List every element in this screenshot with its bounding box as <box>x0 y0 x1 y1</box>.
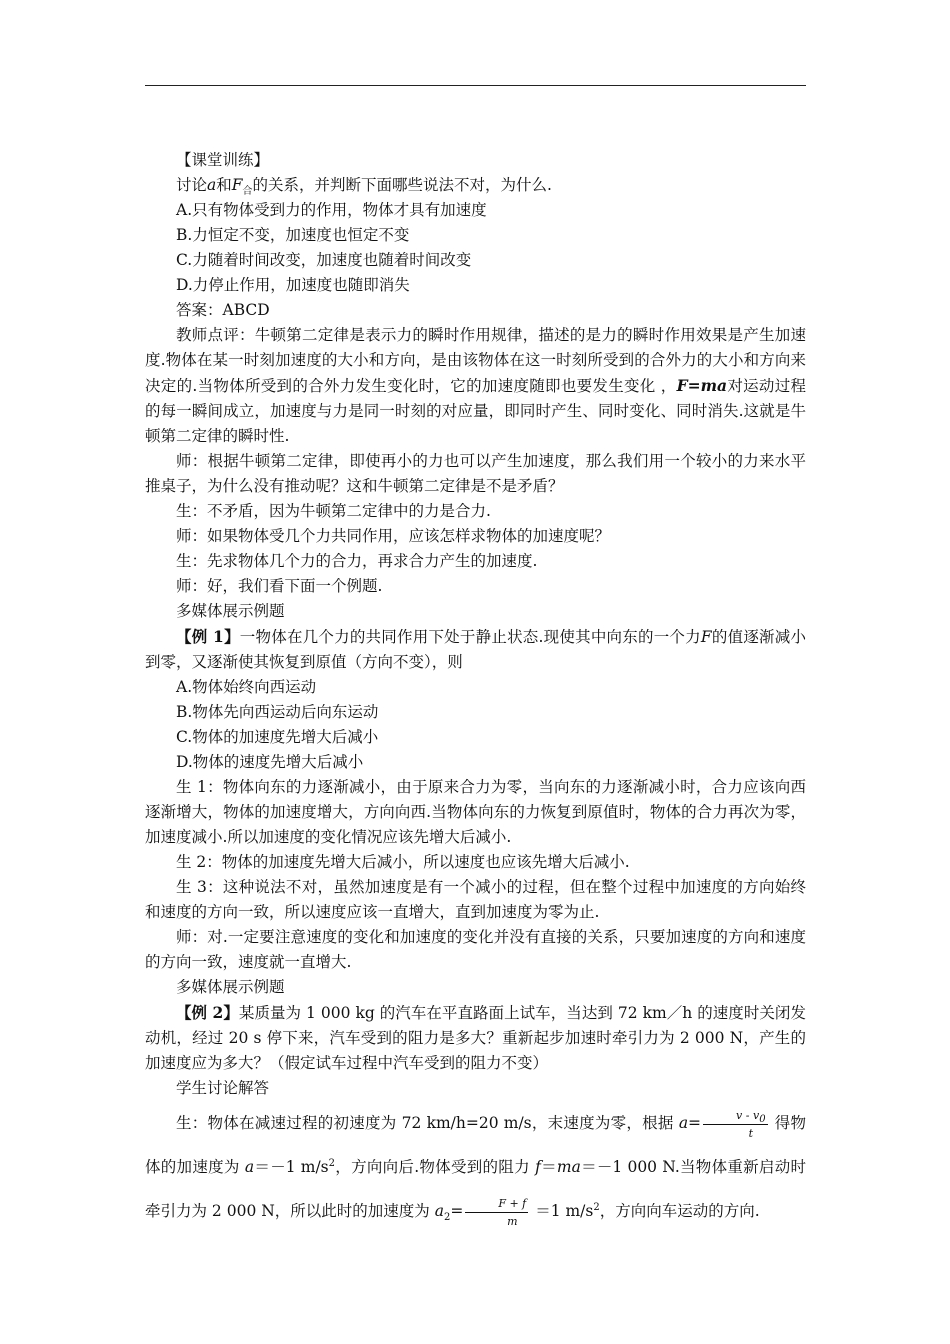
dialogue-line: 生：先求物体几个力的合力，再求合力产生的加速度. <box>176 552 538 570</box>
dialogue-line: 师：如果物体受几个力共同作用，应该怎样求物体的加速度呢？ <box>176 527 611 545</box>
example-2: 【例 2】某质量为 1 000 kg 的汽车在平直路面上试车，当达到 72 km／h 的速度时关闭发动机，经过 20 s 停下来，汽车受到的阻力是多大？重新起步加速时牵引力为 2 000 N，产生的加速度应为多大？（假定试车过程中汽车受到的阻力不变） <box>145 1003 806 1072</box>
example-1-option-c: C.物体的加速度先增大后减小 <box>176 728 379 746</box>
header-rule <box>145 85 806 86</box>
example-1-option-b: B.物体先向西运动后向东运动 <box>176 703 379 721</box>
dialogue-line: 生 1：物体向东的力逐渐减小，由于原来合力为零，当向东的力逐渐减小时，合力应该向西逐渐增大，物体的加速度增大，方向向西.当物体向东的力恢复到原值时，物体的合力再次为零，加速度减小.所以加速度的变化情况应该先增大后减小. <box>145 778 806 846</box>
solution: 生：物体在减速过程的初速度为 72 km/h=20 m/s，末速度为零，根据 a= $\frac{v - v_0}{t}$ 得物体的加速度为 a＝－1 $m/s^2$，方向向后.物体受到的阻力 f＝ma＝－1 000 N.当物体重新启动时牵引力为 2 000 N，所以此时的加速度为 $a_2=$ $\frac{F + f}{m}$ ＝1 $m/s^2$，方向向车运动的方向. <box>145 1108 806 1228</box>
dialogue-line: 师：根据牛顿第二定律，即使再小的力也可以产生加速度，那么我们用一个较小的力来水平推桌子，为什么没有推动呢？这和牛顿第二定律是不是矛盾？ <box>145 452 806 495</box>
example-1: 【例 1】一物体在几个力的共同作用下处于静止状态.现使其中向东的一个力F的值逐渐减小到零，又逐渐使其恢复到原值（方向不变），则 <box>145 627 806 671</box>
section-title: 【课堂训练】 <box>176 151 270 169</box>
document-body <box>145 148 806 1233</box>
question-option-b: B.力恒定不变，加速度也恒定不变 <box>176 226 410 244</box>
dialogue-line: 生：不矛盾，因为牛顿第二定律中的力是合力. <box>176 502 491 520</box>
discussion-label: 学生讨论解答 <box>176 1079 270 1097</box>
dialogue-line: 生 3：这种说法不对，虽然加速度是有一个减小的过程，但在整个过程中加速度的方向始终和速度的方向一致，所以速度应该一直增大，直到加速度为零为止. <box>145 878 806 921</box>
question-option-c: C.力随着时间改变，加速度也随着时间改变 <box>176 251 472 269</box>
teacher-comment: 教师点评：牛顿第二定律是表示力的瞬时作用规律，描述的是力的瞬时作用效果是产生加速度.物体在某一时刻加速度的大小和方向，是由该物体在这一时刻所受到的合外力的大小和方向来决定的.当物体所受到的合外力发生变化时，它的加速度随即也要发生变化 ，F=ma对运动过程的每一瞬间成立，加速度与力是同一时刻的对应量，即同时产生、同时变化、同时消失.这就是牛顿第二定律的瞬时性. <box>145 326 806 445</box>
dialogue-line: 师：好，我们看下面一个例题. <box>176 577 383 595</box>
dialogue-line: 师：对.一定要注意速度的变化和加速度的变化并没有直接的关系，只要加速度的方向和速度的方向一致，速度就一直增大. <box>145 928 806 971</box>
question-option-a: A.只有物体受到力的作用，物体才具有加速度 <box>176 201 487 219</box>
example-1-option-d: D.物体的速度先增大后减小 <box>176 753 364 771</box>
multimedia-label: 多媒体展示例题 <box>176 978 285 996</box>
answer: 答案：ABCD <box>176 301 270 319</box>
dialogue-line: 生 2：物体的加速度先增大后减小，所以速度也应该先增大后减小. <box>176 853 630 871</box>
multimedia-label: 多媒体展示例题 <box>176 602 285 620</box>
fraction-force: $\frac{F + f}{m}$ <box>465 1195 528 1230</box>
example-1-option-a: A.物体始终向西运动 <box>176 678 317 696</box>
question-option-d: D.力停止作用，加速度也随即消失 <box>176 276 410 294</box>
question-intro: 讨论a和$F_合$的关系，并判断下面哪些说法不对，为什么. <box>176 176 552 198</box>
fraction-velocity: $\frac{v - v_0}{t}$ <box>703 1107 768 1142</box>
